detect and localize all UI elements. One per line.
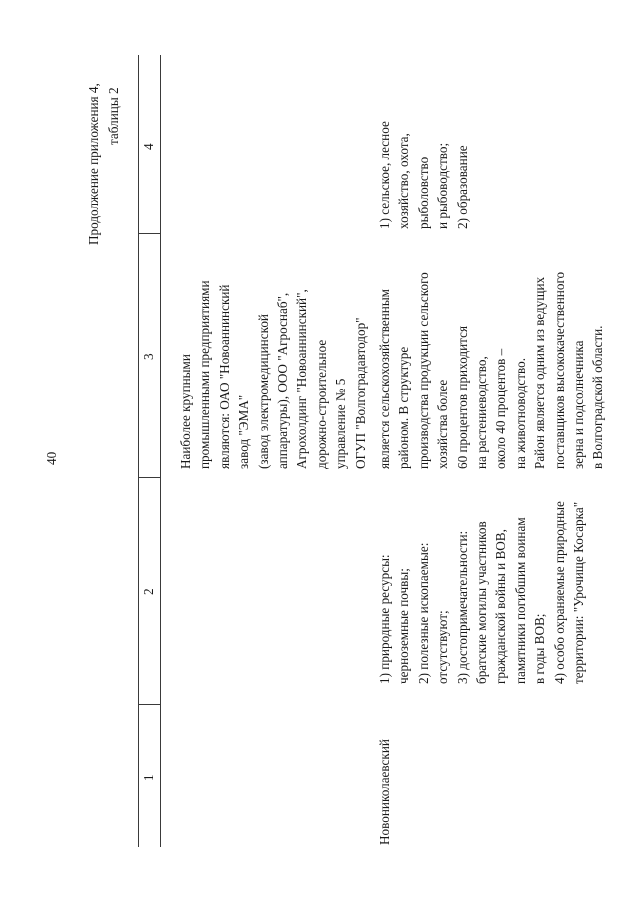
resources-line: черноземные почвы; <box>396 568 412 684</box>
sectors-line: 1) сельское, лесное <box>377 121 392 229</box>
resources-line: братские могилы участников <box>474 521 490 684</box>
sectors-line: рыболовство <box>415 156 431 229</box>
agriculture-line: на растениеводство, <box>474 356 490 469</box>
agriculture-line: около 40 процентов – <box>493 348 509 469</box>
resources-line: отсутствуют; <box>435 610 451 684</box>
district-name: Новониколаевский <box>377 739 392 845</box>
page-number: 40 <box>44 451 59 465</box>
industry-cell <box>176 280 370 469</box>
industry-line: ОГУП "Волгоградавтодор" <box>352 317 368 469</box>
sectors-cell <box>375 121 472 229</box>
column-number-4: 4 <box>141 143 156 150</box>
agriculture-line: производства продукции сельского <box>415 272 431 469</box>
resources-line: гражданской войны и ВОВ, <box>493 529 509 684</box>
industry-line: завод "ЭМА" <box>236 394 252 469</box>
resources-line: памятники погибшим воинам <box>512 517 528 684</box>
sectors-line: 2) образование <box>454 145 470 229</box>
agriculture-line: Район является одним из ведущих <box>532 276 548 469</box>
resources-line: в годы ВОВ; <box>532 613 548 684</box>
resources-line: 1) природные ресурсы: <box>377 554 392 684</box>
table-column-divider-2 <box>138 477 161 478</box>
agriculture-line: районом. В структуре <box>396 346 412 469</box>
column-number-1: 1 <box>141 774 156 781</box>
table-header-top-rule <box>138 55 139 847</box>
industry-line: Наиболее крупными <box>178 354 193 469</box>
column-number-3: 3 <box>141 353 156 360</box>
table-column-divider-1 <box>138 704 161 705</box>
sectors-line: хозяйство, охота, <box>396 133 412 229</box>
industry-line: (завод электромедицинской <box>255 314 271 469</box>
industry-line: дорожно-строительное <box>313 339 329 469</box>
sectors-line: и рыбоводство; <box>435 142 451 229</box>
agriculture-line: на животноводство. <box>512 357 528 469</box>
agriculture-line: зерна и подсолнечника <box>571 340 587 469</box>
table-column-divider-3 <box>138 233 161 234</box>
agriculture-line: в Волгоградской области. <box>590 325 606 469</box>
industry-line: Агрохолдинг "Новоаннинский", <box>294 289 310 469</box>
resources-line: 2) полезные ископаемые: <box>415 542 431 684</box>
table-header-bottom-rule <box>160 55 161 847</box>
agriculture-line: хозяйства более <box>435 379 451 469</box>
agriculture-line: является сельскохозяйственным <box>377 288 392 469</box>
industry-line: являются: ОАО "Новоаннинский <box>216 284 232 469</box>
agriculture-line: 60 процентов приходится <box>454 325 470 469</box>
resources-line: территории: "Урочище Косарка" <box>571 501 587 684</box>
industry-line: управление № 5 <box>333 378 349 469</box>
industry-line: аппаратуры), ООО "Агроснаб", <box>275 292 291 469</box>
appendix-note-line1: Продолжение приложения 4, <box>86 83 101 245</box>
resources-line: 4) особо охраняемые природные <box>551 501 567 684</box>
industry-line: промышленными предприятиями <box>197 280 213 469</box>
agriculture-cell <box>375 272 608 469</box>
column-number-2: 2 <box>141 588 156 595</box>
resources-line: 3) достопримечательности: <box>454 530 470 684</box>
agriculture-line: поставщиков высококачественного <box>551 271 567 469</box>
resources-cell <box>375 501 588 684</box>
appendix-note-line2: таблицы 2 <box>106 87 121 145</box>
